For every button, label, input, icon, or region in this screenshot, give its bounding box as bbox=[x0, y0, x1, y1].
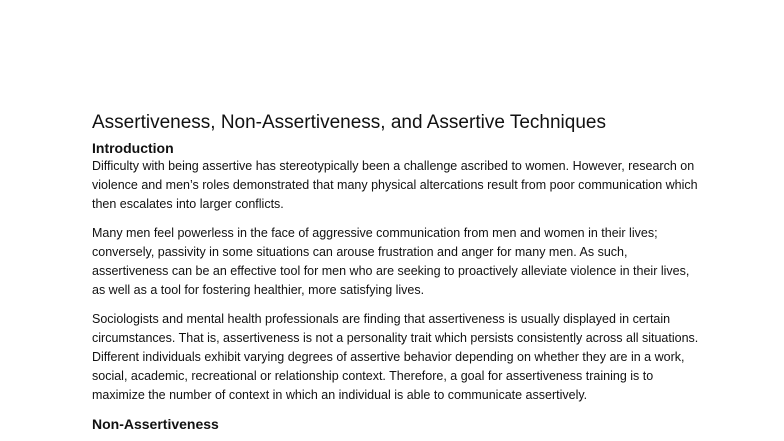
paragraph-2: Many men feel powerless in the face of aggressive communication from men and women in their lives; conversely, passivity in some situations can arouse frustration and anger for many men. As such, assertiveness can be an effective tool for men who are seeking to proactively alleviate violence in their lives, as well as a tool for fostering healthier, more satisfying lives. bbox=[92, 226, 690, 297]
paragraph-1: Difficulty with being assertive has stereotypically been a challenge ascribed to women. However, research on violence and men’s roles demonstrated that many physical altercations result from poor communication which then escalates into larger conflicts. bbox=[92, 159, 698, 211]
document-content bbox=[92, 111, 702, 433]
document-title: Assertiveness, Non-Assertiveness, and Assertive Techniques bbox=[92, 112, 606, 133]
section-heading-introduction: Introduction bbox=[92, 140, 174, 156]
paragraph-3: Sociologists and mental health professionals are finding that assertiveness is usually displayed in certain circumstances. That is, assertiveness is not a personality trait which persists consistently across all situations. Different individuals exhibit varying degrees of assertive behavior depending on whether they are in a work, social, academic, recreational or relationship context. Therefore, a goal for assertiveness training is to maximize the number of context in which an individual is able to communicate assertively. bbox=[92, 312, 699, 402]
section-heading-non-assertiveness: Non-Assertiveness bbox=[92, 416, 219, 432]
